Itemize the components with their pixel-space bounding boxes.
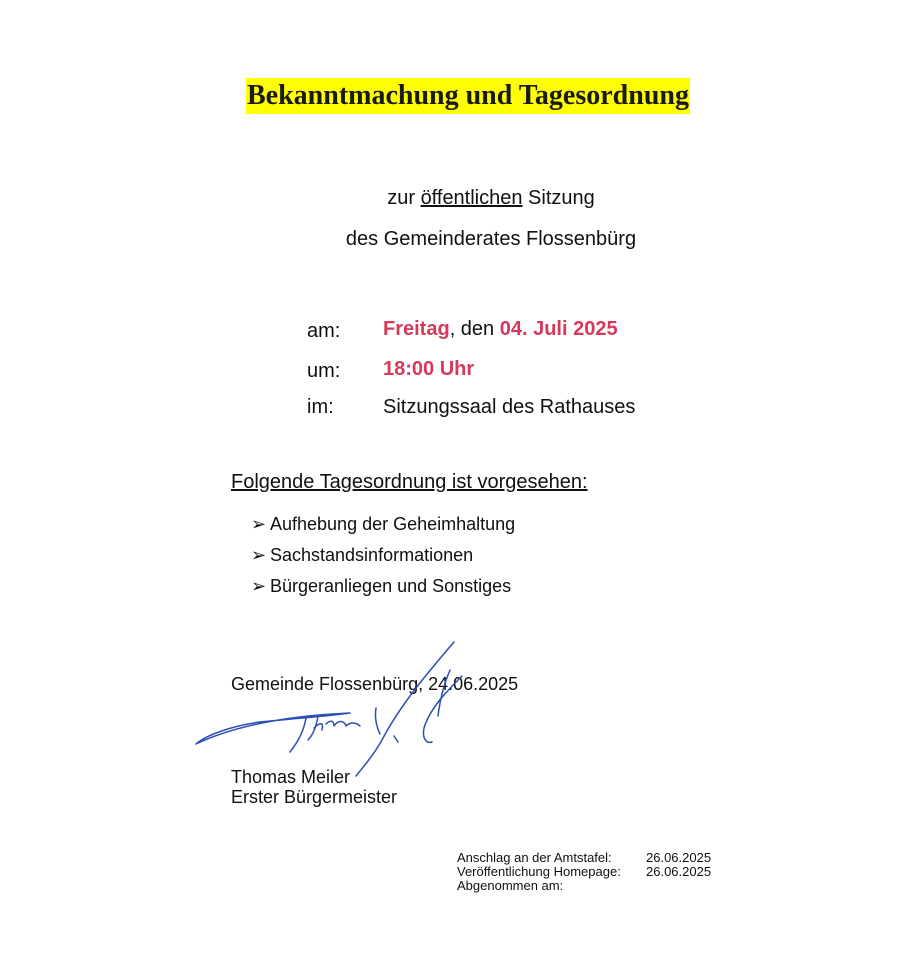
time-label: um: <box>307 360 341 382</box>
signature-stroke <box>290 718 306 752</box>
arrow-bullet-icon: ➢ <box>251 576 267 596</box>
signature-stroke <box>438 670 450 716</box>
arrow-bullet-icon: ➢ <box>251 514 267 534</box>
signature-stroke <box>196 713 350 744</box>
meeting-date: 04. Juli 2025 <box>499 318 618 340</box>
intro-suffix: Sitzung <box>522 187 595 209</box>
place-date: Gemeinde Flossenbürg, 24.06.2025 <box>231 674 519 694</box>
agenda-item-text: Sachstandsinformationen <box>270 545 474 565</box>
meeting-place: Sitzungssaal des Rathauses <box>383 396 636 418</box>
signature-stroke <box>394 736 398 742</box>
signature-stroke <box>423 676 462 742</box>
posting-value: 26.06.2025 <box>646 850 712 865</box>
place-label: im: <box>307 396 334 418</box>
document-title: Bekanntmachung und Tagesordnung <box>246 78 690 114</box>
intro-line-2: des Gemeinderates Flossenbürg <box>345 228 637 250</box>
date-label: am: <box>307 320 341 342</box>
intro-prefix: zur <box>387 187 421 209</box>
intro-emphasis: öffentlichen <box>420 187 523 209</box>
agenda-heading: Folgende Tagesordnung ist vorgesehen: <box>231 471 588 493</box>
agenda-item-text: Aufhebung der Geheimhaltung <box>270 514 516 534</box>
date-connector: , den <box>449 318 500 340</box>
meeting-time: 18:00 Uhr <box>383 358 475 380</box>
posting-label: Abgenommen am: <box>457 878 564 893</box>
posting-label: Veröffentlichung Homepage: <box>457 864 621 879</box>
agenda-item-text: Bürgeranliegen und Sonstiges <box>270 576 512 596</box>
weekday: Freitag <box>383 318 450 340</box>
signature-strokes <box>196 642 462 776</box>
signatory-name: Thomas Meiler <box>231 767 351 787</box>
signature-stroke <box>375 708 380 734</box>
signature-stroke <box>308 716 360 740</box>
posting-value: 26.06.2025 <box>646 864 712 879</box>
posting-label: Anschlag an der Amtstafel: <box>457 850 612 865</box>
arrow-bullet-icon: ➢ <box>251 545 267 565</box>
signatory-role: Erster Bürgermeister <box>231 787 398 807</box>
